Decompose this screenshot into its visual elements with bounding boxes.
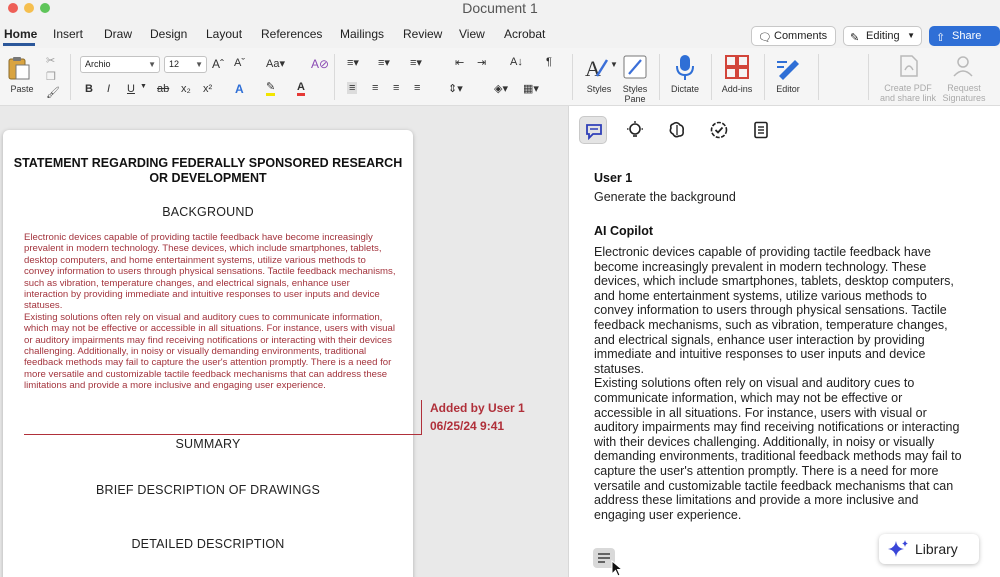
tab-view[interactable]: View xyxy=(459,27,485,41)
tab-design[interactable]: Design xyxy=(150,27,188,41)
home-ribbon xyxy=(0,48,1000,106)
justify-icon[interactable]: ≡ xyxy=(414,82,421,94)
ribbon-separator xyxy=(868,54,869,100)
title-bar xyxy=(0,0,1000,18)
clear-formatting-icon[interactable]: A⊘ xyxy=(311,57,330,71)
ribbon-separator xyxy=(659,54,660,100)
subscript-icon[interactable]: x₂ xyxy=(181,83,191,95)
font-name-select[interactable] xyxy=(80,56,160,73)
styles-pane-label: Styles Pane xyxy=(622,84,648,104)
library-label: Library xyxy=(915,541,958,557)
copy-icon[interactable]: ❐ xyxy=(46,71,56,83)
shading-icon[interactable]: ◈▾ xyxy=(494,83,508,95)
share-icon: ⇧ xyxy=(936,32,946,44)
comments-button[interactable] xyxy=(751,26,836,46)
document-page[interactable] xyxy=(3,130,413,577)
drawings-heading: BRIEF DESCRIPTION OF DRAWINGS xyxy=(95,483,321,497)
ribbon-separator xyxy=(70,54,71,100)
cut-icon[interactable]: ✂ xyxy=(46,55,56,67)
chevron-down-icon: ▼ xyxy=(195,60,203,69)
editor-icon[interactable] xyxy=(775,54,801,80)
brain-icon xyxy=(668,121,686,139)
document-list-icon xyxy=(752,121,770,139)
tab-acrobat[interactable]: Acrobat xyxy=(504,27,546,41)
svg-text:A: A xyxy=(585,56,601,80)
tab-review[interactable]: Review xyxy=(403,27,443,41)
change-marker-line xyxy=(24,434,421,435)
ideas-tool-button[interactable] xyxy=(621,116,649,144)
chevron-down-icon: ▼ xyxy=(907,31,915,40)
comment-icon: 🗨 xyxy=(758,32,772,44)
window-title: Document 1 xyxy=(462,0,538,16)
text-effects-icon[interactable]: A xyxy=(235,82,244,96)
font-name-value: Archio xyxy=(85,59,111,69)
change-marker-bar xyxy=(421,400,422,435)
document-title: STATEMENT REGARDING FEDERALLY SPONSORED RESEARCH OR DEVELOPMENT xyxy=(13,156,403,185)
user-name: User 1 xyxy=(594,171,633,185)
decrease-indent-icon[interactable]: ⇤ xyxy=(455,57,465,69)
align-left-icon[interactable]: ≡ xyxy=(349,82,356,94)
request-signature-icon[interactable] xyxy=(952,54,976,78)
editing-label: Editing xyxy=(866,30,900,42)
verified-badge-icon xyxy=(710,121,728,139)
multilevel-list-icon[interactable]: ≡▾ xyxy=(410,57,422,69)
clipboard-icon[interactable] xyxy=(6,55,32,81)
ai-response xyxy=(594,245,964,522)
microphone-icon[interactable] xyxy=(673,53,697,81)
styles-icon[interactable] xyxy=(583,54,609,80)
styles-label: Styles xyxy=(586,84,612,94)
background-paragraph-1: Electronic devices capable of providing tactile feedback have become increasingly prevalent in modern technology. These devices, which include smartphones, tablets, desktop computers, and home entertainment systems, utilize various methods to convey information to users through physical sensations. Tactile feedback mechanisms, such as vibration, temperature changes, and electrical signals, enhance user interaction by providing immediate and intuitive responses to user inputs and device statuses. xyxy=(24,232,396,312)
verify-tool-button[interactable] xyxy=(705,116,733,144)
underline-icon[interactable]: U xyxy=(127,83,135,95)
insights-tool-button[interactable] xyxy=(663,116,691,144)
styles-pane-icon[interactable] xyxy=(622,54,648,80)
tab-home[interactable]: Home xyxy=(4,27,38,41)
chat-icon xyxy=(585,122,603,140)
ribbon-separator xyxy=(711,54,712,100)
ribbon-separator xyxy=(764,54,765,100)
format-painter-icon[interactable]: 🖌 xyxy=(46,87,60,99)
change-author[interactable]: Added by User 1 xyxy=(430,401,525,415)
lightbulb-icon xyxy=(626,121,644,139)
highlight-icon[interactable]: ✎ xyxy=(266,81,275,96)
tab-insert[interactable]: Insert xyxy=(53,27,84,41)
comments-label: Comments xyxy=(774,30,828,42)
sort-icon[interactable]: A↓ xyxy=(510,56,523,68)
user-prompt: Generate the background xyxy=(594,190,736,204)
tab-draw[interactable]: Draw xyxy=(104,27,133,41)
ai-response-paragraph-1: Electronic devices capable of providing tactile feedback have become increasingly prevalent in modern technology. These devices, which include smartphones, tablets, desktop computers, and home entertainment systems, utilize various methods to convey information to users through physical sensations. Tactile feedback mechanisms, such as vibration, temperature changes, and electrical signals, enhance user interaction by providing immediate and intuitive responses to user inputs and device statuses. xyxy=(594,245,954,376)
copilot-pane xyxy=(568,106,1000,577)
ribbon-separator xyxy=(334,54,335,100)
font-size-select[interactable] xyxy=(164,56,207,73)
font-color-icon[interactable]: A xyxy=(297,81,305,96)
notes-tool-button[interactable] xyxy=(747,116,775,144)
ai-response-paragraph-2: Existing solutions often rely on visual and auditory cues to communicate information, which may not be effective or accessible in all situations. For instance, users with visual or auditory impairments may find receiving notifications or interacting with their devices challenging. Additionally, in noisy or visually demanding environments, traditional feedback methods may fail to capture the user's attention promptly. There is a need for more versatile and customizable tactile feedback mechanisms that can address these limitations and provide a more inclusive and engaging user experience. xyxy=(594,376,962,522)
pencil-icon: ✎ xyxy=(850,32,860,44)
align-right-icon[interactable]: ≡ xyxy=(393,82,400,94)
document-canvas xyxy=(0,106,568,577)
tracked-insertion[interactable] xyxy=(24,232,396,392)
sparkle-icon xyxy=(887,539,909,559)
italic-icon[interactable]: I xyxy=(107,83,111,95)
paste-label: Paste xyxy=(10,84,34,94)
chevron-down-icon[interactable]: ▼ xyxy=(140,83,147,90)
mouse-cursor-icon xyxy=(611,560,625,577)
strikethrough-icon[interactable]: ab xyxy=(157,83,170,95)
grow-font-icon[interactable]: Aˆ xyxy=(212,57,224,71)
superscript-icon[interactable]: x² xyxy=(203,83,213,95)
change-timestamp: 06/25/24 9:41 xyxy=(430,419,505,433)
share-label: Share xyxy=(952,30,982,42)
share-button[interactable] xyxy=(929,26,1000,46)
ai-name: AI Copilot xyxy=(594,224,654,238)
shrink-font-icon[interactable]: Aˇ xyxy=(234,57,245,69)
tab-references[interactable]: References xyxy=(261,27,323,41)
borders-icon[interactable]: ▦▾ xyxy=(523,83,539,95)
create-pdf-label: Create PDF and share link xyxy=(879,83,937,103)
addins-label: Add-ins xyxy=(721,84,753,94)
editing-mode-button[interactable] xyxy=(843,26,922,46)
background-paragraph-2: Existing solutions often rely on visual and auditory cues to communicate information, which may not be effective or accessible in all situations. For instance, users with visual or auditory impairments may find receiving notifications or interacting with their devices challenging. Additionally, in noisy or visually demanding environments, traditional feedback methods may fail to capture the user's attention promptly. There is a need for more versatile and customizable tactile feedback mechanisms that can address these limitations and provide a more inclusive and engaging user experience. xyxy=(24,311,395,392)
editor-label: Editor xyxy=(776,84,800,94)
bullets-icon[interactable]: ≡▾ xyxy=(347,57,359,69)
pilcrow-icon[interactable]: ¶ xyxy=(546,56,552,68)
chevron-down-icon[interactable]: ▼ xyxy=(610,60,618,69)
chevron-down-icon: ▼ xyxy=(148,60,156,69)
ribbon-separator xyxy=(818,54,819,100)
addins-icon[interactable] xyxy=(724,54,750,80)
create-pdf-icon[interactable] xyxy=(897,54,921,78)
background-heading: BACKGROUND xyxy=(162,205,254,219)
numbering-icon[interactable]: ≡▾ xyxy=(378,57,390,69)
tab-mailings[interactable]: Mailings xyxy=(340,27,385,41)
active-tab-indicator xyxy=(3,43,35,46)
increase-indent-icon[interactable]: ⇥ xyxy=(477,57,487,69)
font-size-value: 12 xyxy=(169,59,180,69)
summary-heading: SUMMARY xyxy=(175,437,241,451)
align-center-icon[interactable]: ≡ xyxy=(372,82,379,94)
bold-icon[interactable]: B xyxy=(85,83,93,95)
line-spacing-icon[interactable]: ⇕▾ xyxy=(448,83,463,95)
tab-layout[interactable]: Layout xyxy=(206,27,243,41)
library-button[interactable] xyxy=(879,534,979,564)
ribbon-separator xyxy=(572,54,573,100)
request-signatures-label: Request Signatures xyxy=(942,83,986,103)
chat-tool-button[interactable] xyxy=(579,116,607,144)
detailed-description-heading: DETAILED DESCRIPTION xyxy=(131,537,285,551)
dictate-label: Dictate xyxy=(670,84,699,94)
change-case-icon[interactable]: Aa▾ xyxy=(266,58,285,70)
